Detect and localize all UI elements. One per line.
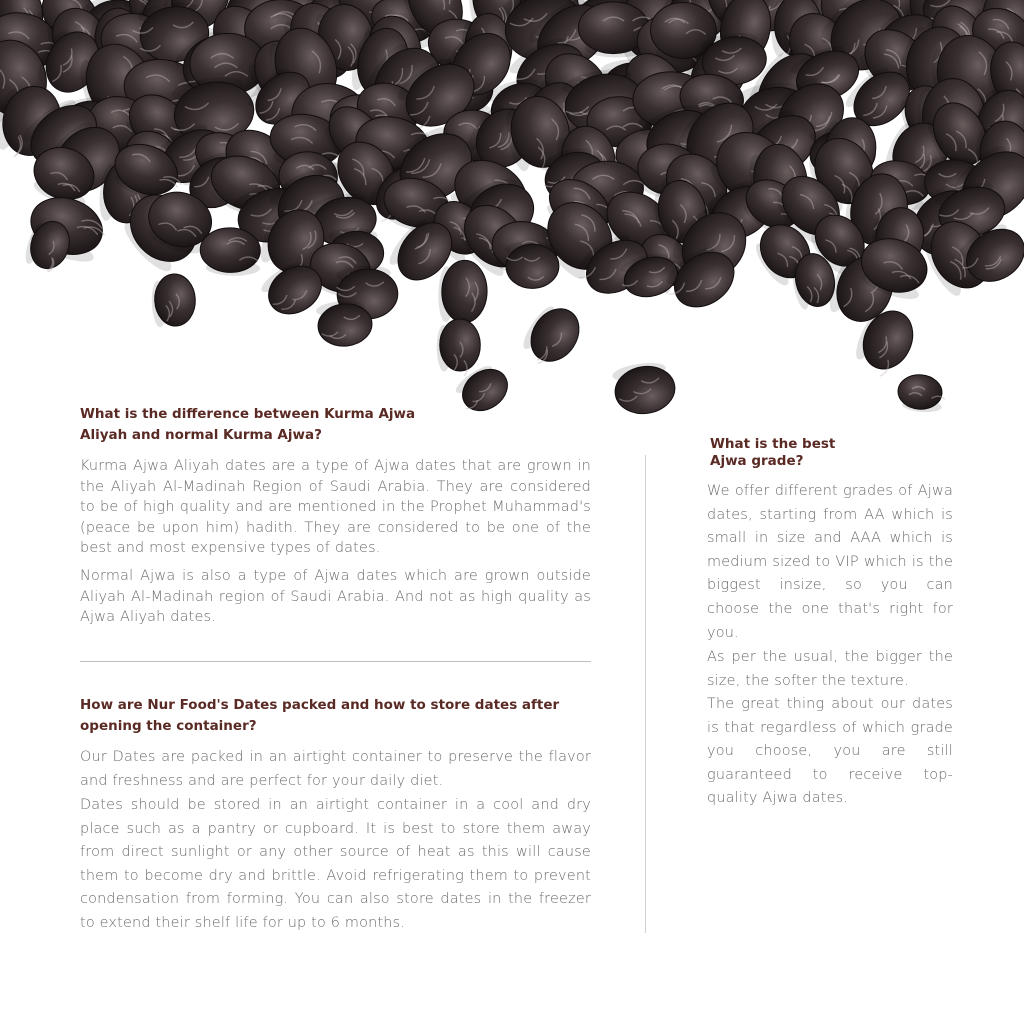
difference-heading-line-2: Aliyah and normal Kurma Ajwa? bbox=[80, 427, 322, 443]
date-fruit bbox=[611, 359, 678, 418]
difference-heading bbox=[80, 404, 600, 446]
grade-paragraph-1: We offer different grades of Ajwa dates, starting from AA which is small in size and AAA which is medium sized to VIP which is the biggest insize, so you can choose the one that's right for you. bbox=[707, 483, 953, 641]
packing-heading bbox=[80, 695, 600, 737]
date-fruit bbox=[438, 260, 488, 323]
dates-pile-image bbox=[0, 0, 1024, 430]
grade-heading-line-2: Ajwa grade? bbox=[710, 453, 804, 469]
packing-heading-line-2: opening the container? bbox=[80, 718, 257, 734]
packing-paragraph-2: Dates should be stored in an airtight container in a cool and dry place such as a pantry or cupboard. It is best to store them away from direct sunlight or any other source of heat as this will cause them to become dry and brittle. Avoid refrigerating them to prevent condensation from forming. You can also store dates in the freezer to extend their shelf life for up to 6 months. bbox=[80, 797, 591, 931]
packing-heading-line-1: How are Nur Food's Dates packed and how to store dates after bbox=[80, 697, 560, 713]
column-divider bbox=[645, 455, 646, 933]
date-fruit bbox=[516, 298, 589, 375]
date-fruit bbox=[200, 227, 261, 276]
grade-paragraph-2: As per the usual, the bigger the size, the softer the texture. bbox=[707, 649, 953, 689]
date-fruit bbox=[897, 373, 947, 413]
grade-heading bbox=[710, 436, 950, 470]
grade-paragraph-3: The great thing about our dates is that regardless of which grade you choose, you are still guaranteed to receive top-quality Ajwa dates. bbox=[707, 696, 953, 807]
date-fruit bbox=[150, 273, 196, 328]
packing-paragraph-1: Our Dates are packed in an airtight container to preserve the flavor and freshness and are perfect for your daily diet. bbox=[80, 749, 591, 789]
date-fruit bbox=[436, 319, 481, 377]
difference-heading-line-1: What is the difference between Kurma Ajwa bbox=[80, 406, 416, 422]
difference-paragraph-2: Normal Ajwa is also a type of Ajwa dates which are grown outside Aliyah Al-Madinah region of Saudi Arabia. And not as high quality as Ajwa Aliyah dates. bbox=[80, 568, 591, 625]
difference-paragraph-1: Kurma Ajwa Aliyah dates are a type of Ajwa dates that are grown in the Aliyah Al-Madinah Region of Saudi Arabia. They are considered to be of high quality and are mentioned in the Prophet Muhammad's (peace be upon him) hadith. They are considered to be one of the best and most expensive types of dates. bbox=[80, 458, 591, 556]
date-fruit bbox=[505, 240, 560, 289]
grade-heading-line-1: What is the best bbox=[710, 436, 836, 452]
section-divider bbox=[80, 661, 591, 662]
